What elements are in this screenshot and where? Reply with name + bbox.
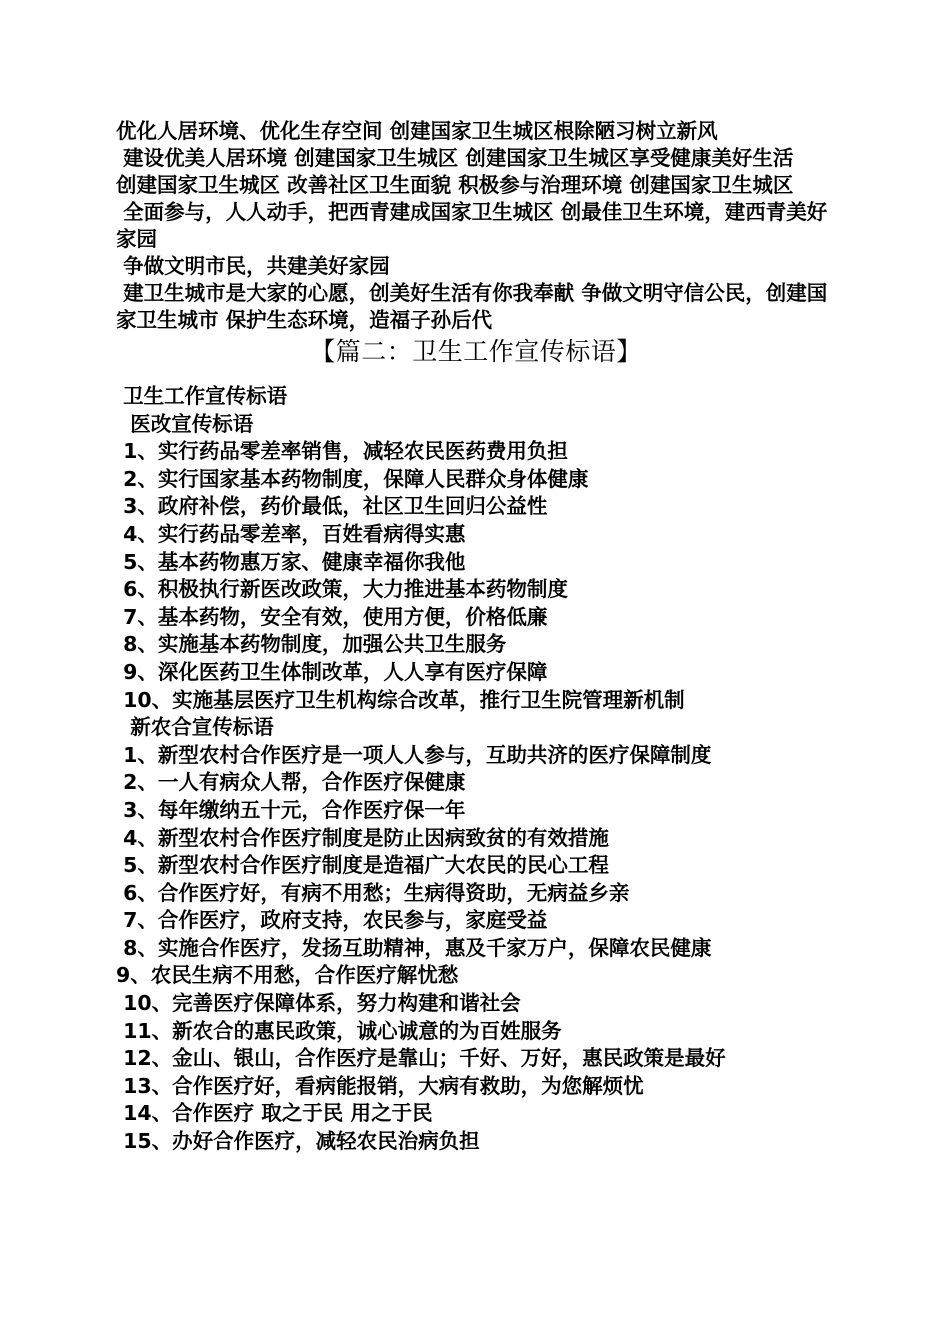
intro-paragraph: 创建国家卫生城区 改善社区卫生面貌 积极参与治理环境 创建国家卫生城区 bbox=[116, 173, 794, 197]
list-item: 2、实行国家基本药物制度，保障人民群众身体健康 bbox=[116, 466, 589, 491]
list-item: 1、新型农村合作医疗是一项人人参与，互助共济的医疗保障制度 bbox=[116, 742, 712, 767]
list-item: 11、新农合的惠民政策，诚心诚意的为百姓服务 bbox=[116, 1018, 562, 1043]
list-item: 7、合作医疗，政府支持，农民参与，家庭受益 bbox=[116, 908, 548, 933]
list-item: 3、每年缴纳五十元，合作医疗保一年 bbox=[116, 797, 466, 822]
list-item: 2、一人有病众人帮，合作医疗保健康 bbox=[116, 770, 466, 795]
intro-paragraph: 建卫生城市是大家的心愿，创美好生活有你我奉献 争做文明守信公民，创建国家卫生城市 保护生态环境，造福子孙后代 bbox=[116, 281, 828, 332]
list-item: 6、积极执行新医改政策，大力推进基本药物制度 bbox=[116, 577, 568, 602]
slogan-list bbox=[116, 383, 836, 1156]
list-item: 3、政府补偿，药价最低，社区卫生回归公益性 bbox=[116, 494, 548, 519]
list-item: 12、金山、银山，合作医疗是靠山；千好、万好，惠民政策是最好 bbox=[116, 1046, 726, 1071]
list-item: 8、实施基本药物制度，加强公共卫生服务 bbox=[116, 632, 507, 657]
intro-paragraph: 优化人居环境、优化生存空间 创建国家卫生城区根除陋习树立新风 bbox=[116, 119, 718, 143]
list-item: 新农合宣传标语 bbox=[116, 715, 274, 740]
list-item: 9、农民生病不用愁，合作医疗解忧愁 bbox=[116, 963, 459, 988]
document-page bbox=[116, 118, 836, 1156]
list-item: 10、实施基层医疗卫生机构综合改革，推行卫生院管理新机制 bbox=[116, 687, 685, 712]
intro-paragraph: 建设优美人居环境 创建国家卫生城区 创建国家卫生城区享受健康美好生活 bbox=[116, 146, 794, 170]
intro-paragraph: 全面参与，人人动手，把西青建成国家卫生城区 创最佳卫生环境，建西青美好家园 bbox=[116, 200, 828, 251]
list-item: 4、新型农村合作医疗制度是防止因病致贫的有效措施 bbox=[116, 825, 609, 850]
section-heading: 【篇二：卫生工作宣传标语】 bbox=[310, 337, 642, 366]
spacer bbox=[116, 369, 836, 383]
list-item: 医改宣传标语 bbox=[116, 411, 254, 436]
list-item: 1、实行药品零差率销售，减轻农民医药费用负担 bbox=[116, 439, 568, 464]
list-item: 9、深化医药卫生体制改革，人人享有医疗保障 bbox=[116, 659, 548, 684]
list-item: 8、实施合作医疗，发扬互助精神，惠及千家万户，保障农民健康 bbox=[116, 935, 712, 960]
list-item: 14、合作医疗 取之于民 用之于民 bbox=[116, 1101, 433, 1126]
list-item: 卫生工作宣传标语 bbox=[116, 384, 288, 408]
list-item: 13、合作医疗好，看病能报销，大病有救助，为您解烦忧 bbox=[116, 1073, 644, 1098]
list-item: 6、合作医疗好，有病不用愁；生病得资助，无病益乡亲 bbox=[116, 880, 630, 905]
list-item: 15、办好合作医疗，减轻农民治病负担 bbox=[116, 1129, 480, 1154]
list-item: 4、实行药品零差率，百姓看病得实惠 bbox=[116, 521, 466, 546]
list-item: 7、基本药物，安全有效，使用方便，价格低廉 bbox=[116, 604, 548, 629]
list-item: 10、完善医疗保障体系，努力构建和谐社会 bbox=[116, 991, 521, 1016]
list-item: 5、新型农村合作医疗制度是造福广大农民的民心工程 bbox=[116, 853, 609, 878]
list-item: 5、基本药物惠万家、健康幸福你我他 bbox=[116, 549, 466, 574]
intro-paragraph: 争做文明市民，共建美好家园 bbox=[116, 254, 390, 278]
intro-block bbox=[116, 118, 836, 334]
